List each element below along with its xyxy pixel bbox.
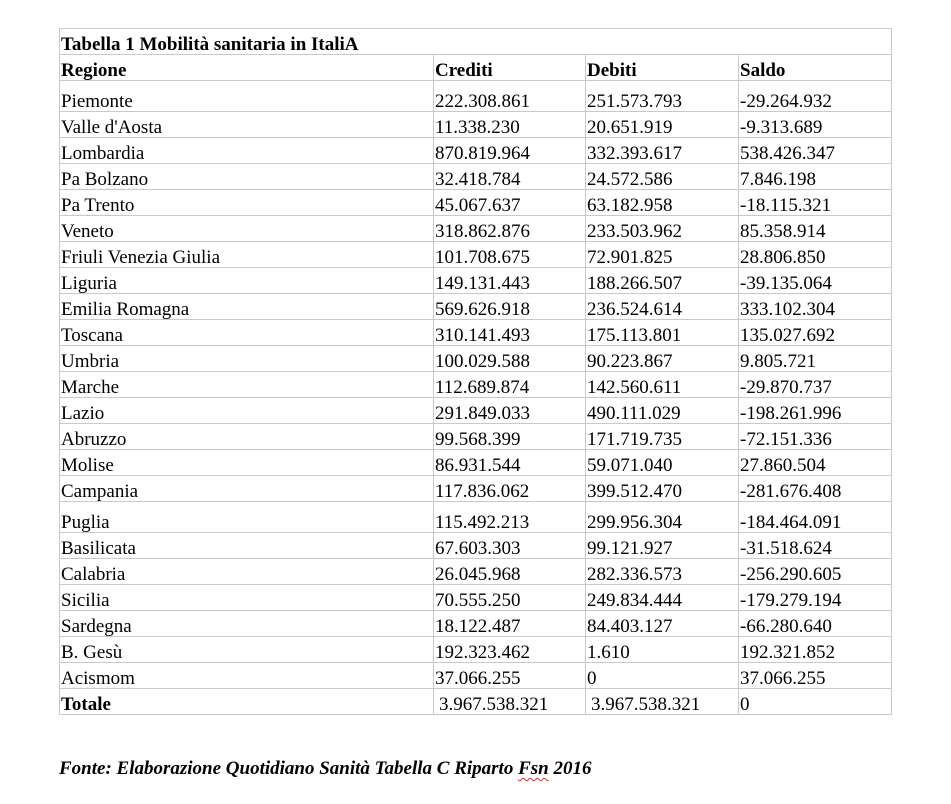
- cell-regione: Acismom: [60, 663, 434, 689]
- cell-debiti: 282.336.573: [586, 559, 739, 585]
- table-row: [60, 476, 892, 502]
- cell-debiti: 59.071.040: [586, 450, 739, 476]
- cell-regione: Marche: [60, 372, 434, 398]
- cell-saldo: 9.805.721: [739, 346, 892, 372]
- table-header-row: [60, 55, 892, 81]
- cell-crediti: 101.708.675: [434, 242, 586, 268]
- cell-regione: Abruzzo: [60, 424, 434, 450]
- table-row: [60, 398, 892, 424]
- cell-crediti: 569.626.918: [434, 294, 586, 320]
- source-note: [59, 758, 591, 780]
- cell-saldo: 135.027.692: [739, 320, 892, 346]
- cell-debiti: 0: [586, 663, 739, 689]
- table-row: [60, 216, 892, 242]
- table-row: [60, 663, 892, 689]
- cell-debiti: 20.651.919: [586, 112, 739, 138]
- cell-regione: Valle d'Aosta: [60, 112, 434, 138]
- cell-crediti: 67.603.303: [434, 533, 586, 559]
- table-row: [60, 585, 892, 611]
- table-title: [60, 29, 892, 55]
- cell-crediti: 32.418.784: [434, 164, 586, 190]
- mobility-table: [59, 28, 892, 715]
- total-crediti: 3.967.538.321: [434, 689, 586, 715]
- table-row: [60, 450, 892, 476]
- cell-saldo: -66.280.640: [739, 611, 892, 637]
- cell-saldo: -39.135.064: [739, 268, 892, 294]
- table-row: [60, 424, 892, 450]
- table-row: [60, 112, 892, 138]
- cell-debiti: 233.503.962: [586, 216, 739, 242]
- header-debiti: Debiti: [586, 55, 739, 81]
- cell-crediti: 37.066.255: [434, 663, 586, 689]
- cell-debiti: 99.121.927: [586, 533, 739, 559]
- table-title-flagged-word: ItaliA: [311, 34, 359, 55]
- cell-regione: Basilicata: [60, 533, 434, 559]
- table-row: [60, 502, 892, 533]
- cell-regione: B. Gesù: [60, 637, 434, 663]
- table-row: [60, 242, 892, 268]
- cell-crediti: 45.067.637: [434, 190, 586, 216]
- cell-crediti: 99.568.399: [434, 424, 586, 450]
- cell-regione: Lazio: [60, 398, 434, 424]
- table-row: [60, 320, 892, 346]
- cell-saldo: 538.426.347: [739, 138, 892, 164]
- cell-regione: Molise: [60, 450, 434, 476]
- table-row: [60, 81, 892, 112]
- cell-crediti: 70.555.250: [434, 585, 586, 611]
- cell-crediti: 11.338.230: [434, 112, 586, 138]
- cell-saldo: 192.321.852: [739, 637, 892, 663]
- cell-debiti: 236.524.614: [586, 294, 739, 320]
- cell-saldo: -29.870.737: [739, 372, 892, 398]
- cell-saldo: 85.358.914: [739, 216, 892, 242]
- cell-regione: Pa Trento: [60, 190, 434, 216]
- header-crediti: Crediti: [434, 55, 586, 81]
- cell-debiti: 251.573.793: [586, 81, 739, 112]
- cell-regione: Lombardia: [60, 138, 434, 164]
- cell-crediti: 100.029.588: [434, 346, 586, 372]
- table-row: [60, 138, 892, 164]
- cell-crediti: 870.819.964: [434, 138, 586, 164]
- cell-saldo: 28.806.850: [739, 242, 892, 268]
- total-saldo: 0: [739, 689, 892, 715]
- table-row: [60, 268, 892, 294]
- cell-crediti: 18.122.487: [434, 611, 586, 637]
- cell-saldo: -184.464.091: [739, 502, 892, 533]
- cell-regione: Sardegna: [60, 611, 434, 637]
- cell-debiti: 72.901.825: [586, 242, 739, 268]
- total-debiti: 3.967.538.321: [586, 689, 739, 715]
- cell-saldo: -9.313.689: [739, 112, 892, 138]
- cell-saldo: 7.846.198: [739, 164, 892, 190]
- cell-debiti: 188.266.507: [586, 268, 739, 294]
- table-row: [60, 190, 892, 216]
- cell-saldo: 37.066.255: [739, 663, 892, 689]
- cell-crediti: 115.492.213: [434, 502, 586, 533]
- cell-saldo: -281.676.408: [739, 476, 892, 502]
- cell-saldo: 333.102.304: [739, 294, 892, 320]
- cell-saldo: 27.860.504: [739, 450, 892, 476]
- source-prefix: Fonte: Elaborazione Quotidiano Sanità Tabella C Riparto: [59, 758, 519, 779]
- cell-regione: Liguria: [60, 268, 434, 294]
- cell-regione: Emilia Romagna: [60, 294, 434, 320]
- table-row: [60, 372, 892, 398]
- cell-saldo: -31.518.624: [739, 533, 892, 559]
- cell-crediti: 86.931.544: [434, 450, 586, 476]
- cell-saldo: -198.261.996: [739, 398, 892, 424]
- cell-debiti: 24.572.586: [586, 164, 739, 190]
- cell-saldo: -29.264.932: [739, 81, 892, 112]
- table-row: [60, 164, 892, 190]
- cell-debiti: 84.403.127: [586, 611, 739, 637]
- cell-saldo: -18.115.321: [739, 190, 892, 216]
- total-row: [60, 689, 892, 715]
- cell-debiti: 490.111.029: [586, 398, 739, 424]
- table-row: [60, 294, 892, 320]
- cell-regione: Umbria: [60, 346, 434, 372]
- table-row: [60, 346, 892, 372]
- table-row: [60, 611, 892, 637]
- cell-debiti: 399.512.470: [586, 476, 739, 502]
- cell-crediti: 310.141.493: [434, 320, 586, 346]
- table-title-prefix: Tabella 1 Mobilità sanitaria in: [61, 34, 312, 55]
- cell-debiti: 63.182.958: [586, 190, 739, 216]
- total-regione: Totale: [60, 689, 434, 715]
- cell-debiti: 171.719.735: [586, 424, 739, 450]
- cell-regione: Calabria: [60, 559, 434, 585]
- cell-crediti: 117.836.062: [434, 476, 586, 502]
- table-title-row: [60, 29, 892, 55]
- cell-debiti: 299.956.304: [586, 502, 739, 533]
- cell-debiti: 90.223.867: [586, 346, 739, 372]
- table-body: [60, 29, 892, 715]
- cell-crediti: 192.323.462: [434, 637, 586, 663]
- cell-debiti: 175.113.801: [586, 320, 739, 346]
- cell-crediti: 318.862.876: [434, 216, 586, 242]
- cell-debiti: 249.834.444: [586, 585, 739, 611]
- cell-regione: Sicilia: [60, 585, 434, 611]
- cell-regione: Piemonte: [60, 81, 434, 112]
- cell-regione: Pa Bolzano: [60, 164, 434, 190]
- source-suffix: 2016: [548, 758, 592, 779]
- table-row: [60, 533, 892, 559]
- cell-saldo: -256.290.605: [739, 559, 892, 585]
- header-regione: Regione: [60, 55, 434, 81]
- header-saldo: Saldo: [739, 55, 892, 81]
- source-flagged-word: Fsn: [518, 758, 549, 779]
- cell-debiti: 1.610: [586, 637, 739, 663]
- table-row: [60, 559, 892, 585]
- cell-regione: Puglia: [60, 502, 434, 533]
- cell-saldo: -179.279.194: [739, 585, 892, 611]
- cell-crediti: 26.045.968: [434, 559, 586, 585]
- cell-regione: Toscana: [60, 320, 434, 346]
- cell-saldo: -72.151.336: [739, 424, 892, 450]
- cell-crediti: 222.308.861: [434, 81, 586, 112]
- cell-crediti: 149.131.443: [434, 268, 586, 294]
- table-row: [60, 637, 892, 663]
- cell-regione: Friuli Venezia Giulia: [60, 242, 434, 268]
- cell-crediti: 112.689.874: [434, 372, 586, 398]
- cell-crediti: 291.849.033: [434, 398, 586, 424]
- cell-debiti: 332.393.617: [586, 138, 739, 164]
- cell-regione: Veneto: [60, 216, 434, 242]
- cell-regione: Campania: [60, 476, 434, 502]
- cell-debiti: 142.560.611: [586, 372, 739, 398]
